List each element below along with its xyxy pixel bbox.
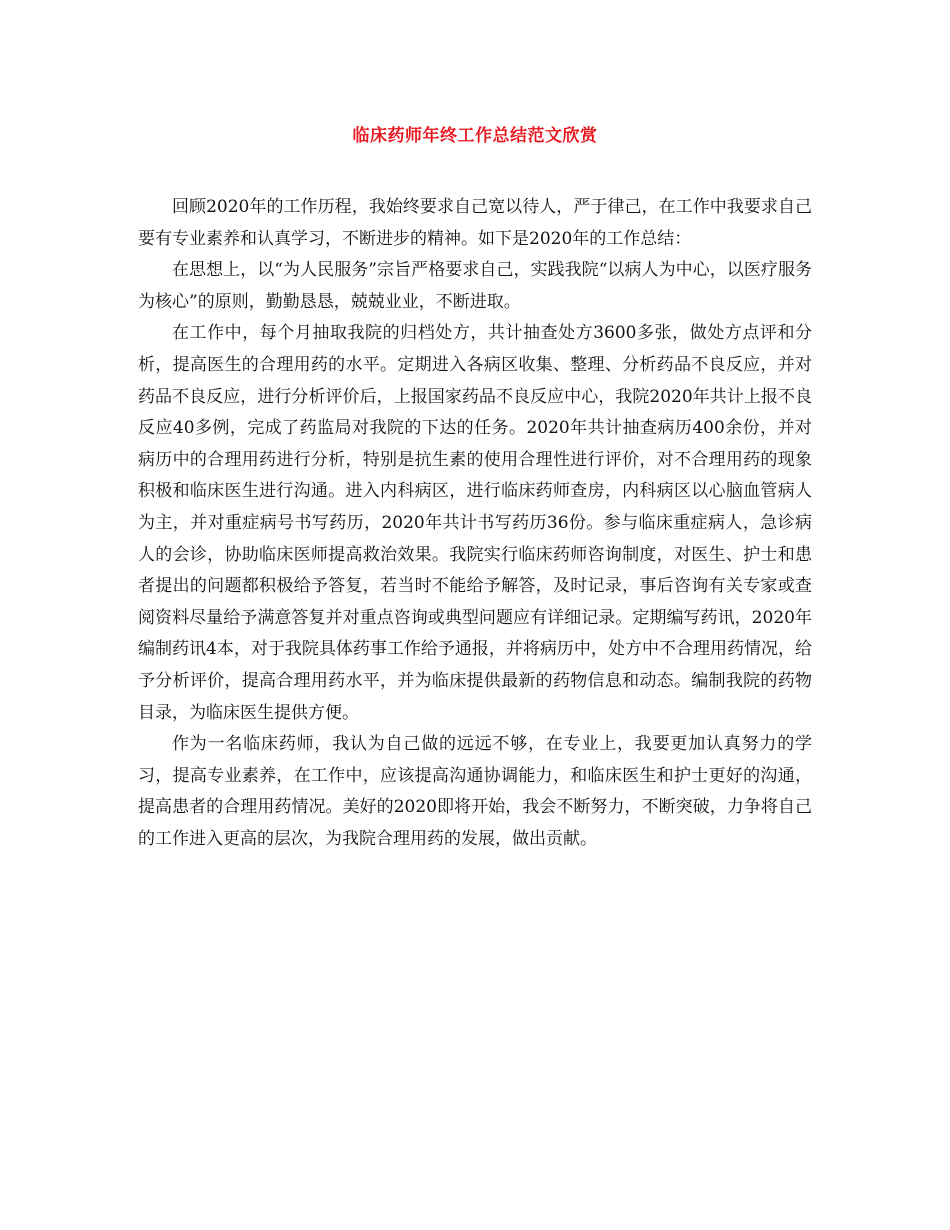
paragraph-work: 在工作中，每个月抽取我院的归档处方，共计抽查处方3600多张，做处方点评和分析，提高医生的合理用药的水平。定期进入各病区收集、整理、分析药品不良反应，并对药品不良反应，进行分析评价后，上报国家药品不良反应中心，我院2020年共计上报不良反应40多例，完成了药监局对我院的下达的任务。2020年共计抽查病历400余份，并对病历中的合理用药进行分析，特别是抗生素的使用合理性进行评价，对不合理用药的现象积极和临床医生进行沟通。进入内科病区，进行临床药师查房，内科病区以心脑血管病人为主，并对重症病号书写药历，2020年共计书写药历36份。参与临床重症病人，急诊病人的会诊，协助临床医师提高救治效果。我院实行临床药师咨询制度，对医生、护士和患者提出的问题都积极给予答复，若当时不能给予解答，及时记录，事后咨询有关专家或查阅资料尽量给予满意答复并对重点咨询或典型问题应有详细记录。定期编写药讯，2020年编制药讯4本，对于我院具体药事工作给予通报，并将病历中，处方中不合理用药情况，给予分析评价，提高合理用药水平，并为临床提供最新的药物信息和动态。编制我院的药物目录，为临床医生提供方便。 — [138, 323, 812, 723]
paragraph-intro: 回顾2020年的工作历程，我始终要求自己宽以待人，严于律己，在工作中我要求自己要有专业素养和认真学习，不断进步的精神。如下是2020年的工作总结： — [138, 197, 812, 249]
document-body — [138, 192, 812, 855]
paragraph-ideology: 在思想上，以“为人民服务”宗旨严格要求自己，实践我院“以病人为中心，以医疗服务为核心”的原则，勤勤恳恳，兢兢业业，不断进取。 — [138, 260, 812, 312]
document-title: 临床药师年终工作总结范文欣赏 — [352, 126, 598, 146]
paragraph-conclusion: 作为一名临床药师，我认为自己做的远远不够，在专业上，我要更加认真努力的学习，提高专业素养，在工作中，应该提高沟通协调能力，和临床医生和护士更好的沟通，提高患者的合理用药情况。美好的2020即将开始，我会不断努力，不断突破，力争将自己的工作进入更高的层次，为我院合理用药的发展，做出贡献。 — [138, 734, 812, 849]
